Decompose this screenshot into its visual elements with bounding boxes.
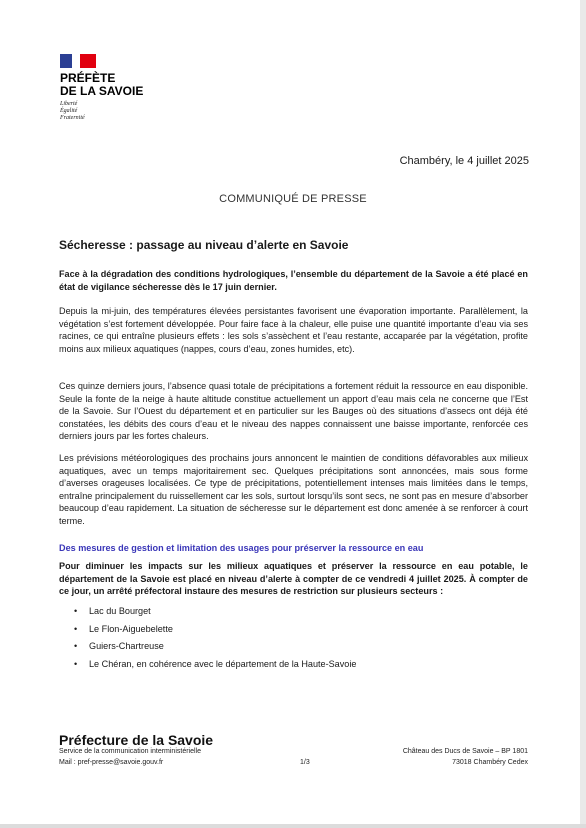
motto-egalite: Égalité — [60, 108, 78, 114]
list-item — [59, 640, 356, 658]
bullet-icon: • — [74, 623, 78, 634]
logo-line-1: PRÉFÈTE — [60, 71, 116, 85]
list-item — [59, 623, 356, 641]
french-flag-icon — [60, 54, 96, 68]
paragraph-2: Ces quinze derniers jours, l’absence quasi totale de précipitations a fortement réduit la ressource en eau disponible. Seule la fonte de la neige à haute altitude constitue actuellement un apport d’eau mais cela ne concerne que l’Est de la Savoie. Sur l’Ouest du département et en particulier sur les Bauges où des situations d’assecs ont déjà été constatées, les débits des cours d’eau et le niveau des nappes connaissent une baisse importante, renforcée ces derniers jours par les fortes chaleurs. — [59, 381, 528, 442]
logo-line-2: DE LA SAVOIE — [60, 84, 144, 98]
sector-name: Lac du Bourget — [89, 606, 151, 616]
article-title: Sécheresse : passage au niveau d’alerte en Savoie — [59, 238, 349, 252]
address-line-1: Château des Ducs de Savoie – BP 1801 — [402, 748, 528, 755]
paragraph-3: Les prévisions météorologiques des prochains jours annoncent le maintien de conditions défavorables aux milieux aquatiques, avec un temps majoritairement sec. Quelques précipitations sont annoncées, mais sous forme d’averses orageuses localisées. Ce type de précipitations, potentiellement intenses mais limitées dans le temps, entraîne principalement du ruissellement car les sols, surtout lorsqu’ils sont secs, ne sont pas en mesure d’absorber beaucoup d’eau rapidement. La situation de sécheresse sur le département est donc amenée à se renforcer à court terme. — [59, 453, 528, 526]
bullet-icon: • — [74, 658, 78, 669]
logo-name — [60, 72, 143, 98]
measures-paragraph: Pour diminuer les impacts sur les milieux aquatiques et préserver la ressource en eau potable, le département de la Savoie est placé en niveau d’alerte à compter de ce vendredi 4 juillet 2025. À compter de ce jour, un arrêté préfectoral instaure des mesures de restriction sur plusieurs secteurs : — [59, 561, 528, 597]
list-item — [59, 605, 356, 623]
footer-service: Service de la communication interministérielle — [59, 748, 202, 755]
address-line-2: 73018 Chambéry Cedex — [452, 759, 528, 766]
sector-name: Le Chéran, en cohérence avec le département de la Haute-Savoie — [89, 658, 357, 669]
page-right-edge — [580, 0, 586, 828]
footer-address — [403, 746, 528, 768]
list-item — [59, 658, 356, 676]
bullet-icon: • — [74, 641, 78, 651]
footer-contact — [59, 746, 201, 768]
paragraph-1: Depuis la mi-juin, des températures élevées persistantes favorisent une évaporation importante. Parallèlement, la végétation s’est fortement développée. Pour faire face à la chaleur, elle puise une quantité importante d’eau via ses racines, ce qui entraîne plusieurs effets : les sols s’assèchent et l’eau restante, accaparée par la végétation, profite moins aux milieux aquatiques (nappes, cours d’eau, zones humides, etc). — [59, 306, 528, 354]
page-number: 1/3 — [300, 759, 310, 766]
footer-title: Préfecture de la Savoie — [59, 732, 214, 748]
footer-mail[interactable]: Mail : pref-presse@savoie.gouv.fr — [59, 759, 164, 766]
sector-list — [59, 605, 356, 675]
prefecture-logo — [60, 54, 143, 122]
lead-paragraph: Face à la dégradation des conditions hydrologiques, l’ensemble du département de la Savoie a été placé en état de vigilance sécheresse dès le 17 juin dernier. — [59, 269, 528, 292]
motto-liberte: Liberté — [60, 101, 78, 107]
sector-name: Le Flon-Aiguebelette — [89, 623, 173, 634]
motto-fraternite: Fraternité — [60, 115, 85, 121]
page-bottom-edge — [0, 824, 586, 828]
republic-motto — [60, 101, 143, 122]
release-date: Chambéry, le 4 juillet 2025 — [399, 155, 529, 167]
document-type: COMMUNIQUÉ DE PRESSE — [219, 193, 367, 205]
sector-name: Guiers-Chartreuse — [89, 641, 164, 651]
section-subtitle: Des mesures de gestion et limitation des usages pour préserver la ressource en eau — [59, 543, 424, 553]
bullet-icon: • — [74, 606, 78, 616]
